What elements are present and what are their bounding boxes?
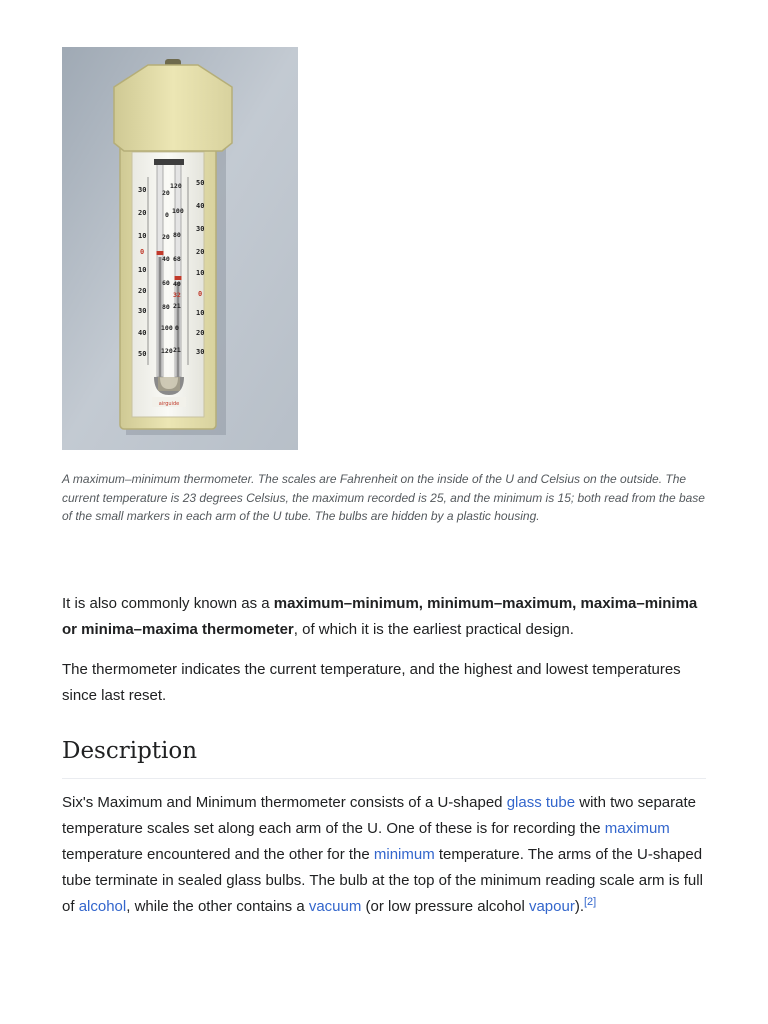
scale-inner-right-1: 100 [172,207,184,215]
heading-divider [62,778,706,779]
scale-right-7: 20 [196,329,205,337]
link-minimum[interactable]: minimum [373,846,435,863]
reference-superscript [584,896,596,908]
desc-text-1: Six's Maximum and Minimum thermometer consists of a U-shaped [62,794,507,811]
scale-left-3: 0 [140,248,145,256]
link-glass-tube[interactable]: glass tube [506,794,576,811]
scale-left-1: 20 [138,209,147,217]
desc-text-6: (or low pressure alcohol [361,898,529,915]
intro-p1-bold-names: maximum–minimum, minimum–maximum, maxima–minima or minima–maxima thermometer [62,595,698,638]
intro-p1-after: , of which it is the earliest practical design. [293,621,574,638]
scale-right-3: 20 [196,248,205,256]
scale-left-0: 30 [138,186,147,194]
intro-p1-before: It is also commonly known as a [62,595,274,612]
scale-right-5: 0 [198,290,203,298]
desc-text-5: , while the other contains a [126,898,309,915]
thermometer-figure[interactable] [62,47,298,450]
link-alcohol[interactable]: alcohol [78,898,127,915]
scale-inner-right-6: 21 [173,302,181,310]
scale-inner-right-3: 68 [173,255,181,263]
scale-inner-left-6: 100 [161,324,173,332]
scale-inner-left-5: 80 [162,303,170,311]
scale-right-0: 50 [196,179,205,187]
desc-text-7: ). [574,898,584,915]
link-maximum[interactable]: maximum [604,820,670,837]
scale-right-8: 30 [196,348,205,356]
scale-left-6: 30 [138,307,147,315]
scale-inner-left-4: 60 [162,279,170,287]
scale-inner-left-2: 20 [162,233,170,241]
scale-inner-right-7: 0 [175,324,179,332]
scale-left-4: 10 [138,266,147,274]
scale-left-7: 40 [138,329,147,337]
reference-link-2[interactable]: [2] [584,896,597,908]
scale-inner-right-0: 120 [170,182,182,190]
scale-left-8: 50 [138,350,147,358]
desc-text-4: temperature. The arms of the U-shaped tube terminate in sealed glass bulbs. The bulb at the top of the minimum reading scale arm is full of [62,846,703,915]
scale-right-4: 10 [196,269,205,277]
scale-right-2: 30 [196,225,205,233]
scale-inner-right-8: 21 [173,346,181,354]
scale-inner-right-5: 32 [173,291,181,299]
scale-inner-left-0: 20 [162,189,170,197]
scale-inner-left-7: 120 [161,347,173,355]
scale-inner-left-3: 40 [162,255,170,263]
section-heading-description: Description [62,738,198,764]
scale-right-1: 40 [196,202,205,210]
scale-left-5: 20 [138,287,147,295]
scale-inner-right-4: 40 [173,280,181,288]
description-paragraph [62,790,706,920]
intro-paragraph-2: The thermometer indicates the current temperature, and the highest and lowest temperatures since last reset. [62,661,681,704]
brand-label: airguide [158,401,180,407]
desc-text-3: temperature encountered and the other for the [62,846,374,863]
thermometer-image [62,47,298,450]
link-vacuum[interactable]: vacuum [308,898,362,915]
scale-right-6: 10 [196,309,205,317]
link-vapour[interactable]: vapour [528,898,575,915]
desc-text-2: with two separate temperature scales set along each arm of the U. One of these is for recording the [62,794,696,837]
scale-inner-left-1: 0 [165,211,169,219]
scale-left-2: 10 [138,232,147,240]
figure-caption: A maximum–minimum thermometer. The scales are Fahrenheit on the inside of the U and Celsius on the outside. The current temperature is 23 degrees Celsius, the maximum recorded is 25, and the minimum is 15; both read from the base of the small markers in each arm of the U tube. The bulbs are hidden by a plastic housing. [62,472,705,523]
scale-inner-right-2: 80 [173,231,181,239]
intro-paragraph-1 [62,591,706,643]
